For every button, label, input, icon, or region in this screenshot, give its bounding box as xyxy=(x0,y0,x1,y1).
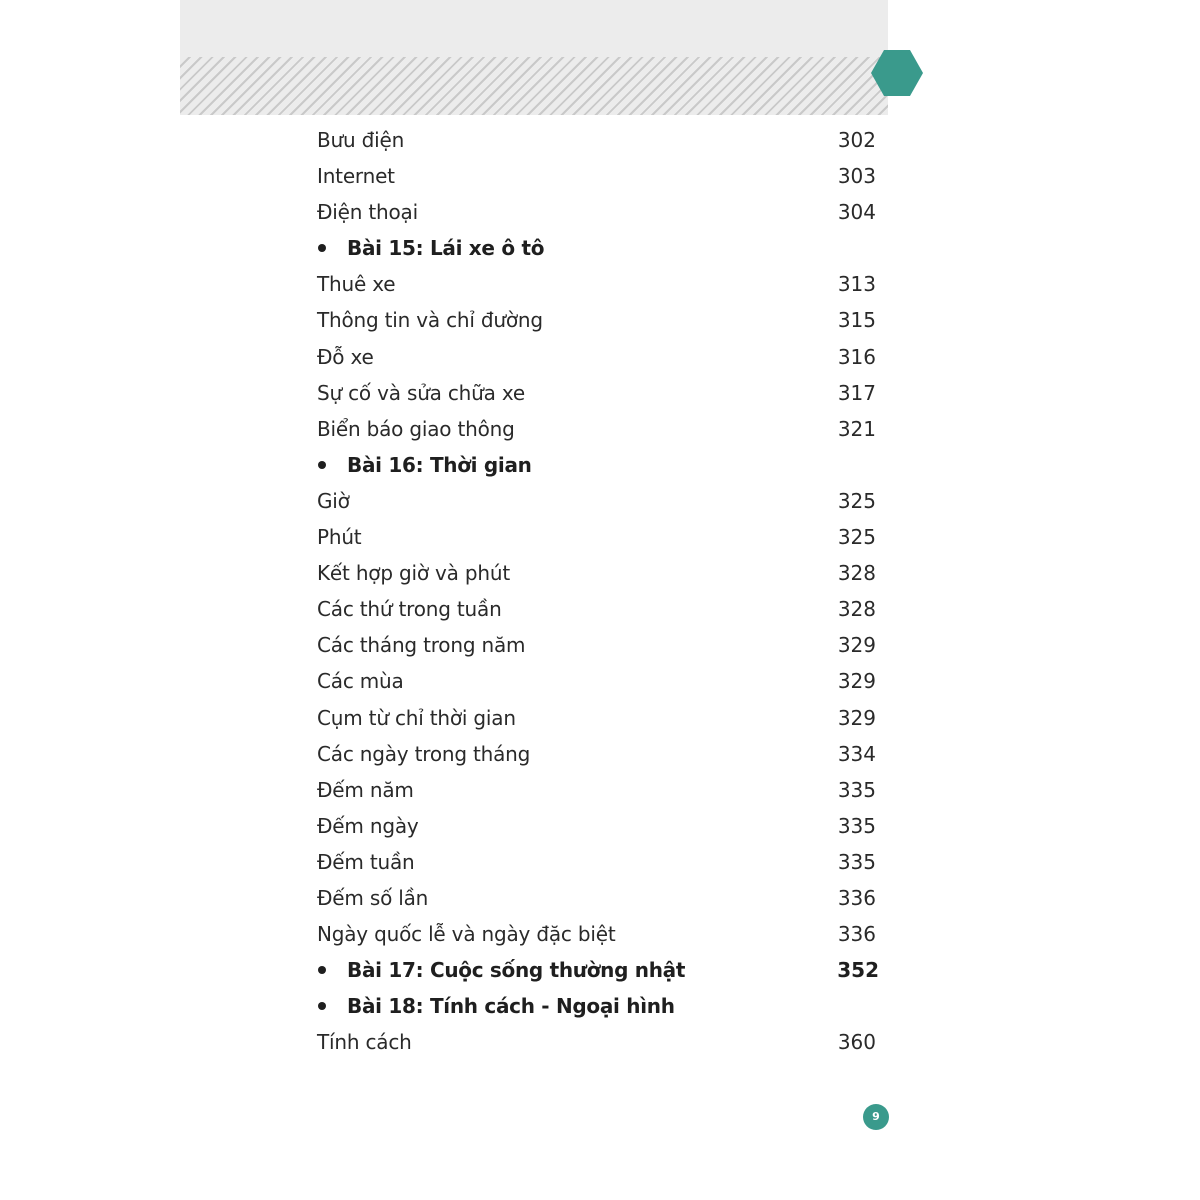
toc-page-number: 335 xyxy=(837,849,876,874)
toc-page-number: 316 xyxy=(837,344,876,369)
toc-label: Thông tin và chỉ đường xyxy=(317,308,543,333)
toc-label: Các ngày trong tháng xyxy=(317,741,531,766)
toc-entry[interactable] xyxy=(317,627,880,663)
toc-label: Các thứ trong tuần xyxy=(317,597,502,622)
toc-page-number: 325 xyxy=(837,525,876,550)
toc-section-heading[interactable] xyxy=(317,952,880,988)
toc-page-number: 328 xyxy=(837,597,876,622)
toc-entry[interactable] xyxy=(317,266,880,302)
toc-page-number: 329 xyxy=(837,705,876,730)
toc-page-number: 335 xyxy=(837,813,876,838)
toc-page-number: 328 xyxy=(837,561,876,586)
toc-section-heading[interactable] xyxy=(317,988,880,1024)
toc-entry[interactable] xyxy=(317,916,880,952)
page-header-band xyxy=(180,0,888,115)
header-hatched-strip xyxy=(180,57,888,115)
bullet-icon xyxy=(318,966,326,974)
toc-label: Thuê xe xyxy=(317,272,396,297)
toc-page-number: 352 xyxy=(837,958,879,983)
toc-entry[interactable] xyxy=(317,700,880,736)
toc-page-number: 336 xyxy=(837,922,876,947)
toc-label: Đếm ngày xyxy=(317,813,419,838)
bullet-icon xyxy=(318,1002,326,1010)
toc-label: Đỗ xe xyxy=(317,344,374,369)
toc-label: Bài 18: Tính cách - Ngoại hình xyxy=(347,994,675,1019)
toc-label: Đếm số lần xyxy=(317,885,429,910)
toc-label: Cụm từ chỉ thời gian xyxy=(317,705,516,730)
toc-page-number: 317 xyxy=(837,380,876,405)
toc-page-number: 335 xyxy=(837,777,876,802)
toc-label: Đếm tuần xyxy=(317,849,415,874)
toc-label: Đếm năm xyxy=(317,777,414,802)
page-number-badge: 9 xyxy=(863,1104,889,1130)
toc-entry[interactable] xyxy=(317,483,880,519)
toc-page-number: 313 xyxy=(837,272,876,297)
toc-label: Bài 15: Lái xe ô tô xyxy=(347,236,545,261)
toc-page-number: 303 xyxy=(837,164,876,189)
toc-entry[interactable] xyxy=(317,339,880,375)
toc-label: Bưu điện xyxy=(317,128,405,152)
toc-page-number: 315 xyxy=(837,308,876,333)
toc-label: Bài 17: Cuộc sống thường nhật xyxy=(347,958,686,983)
toc-entry[interactable] xyxy=(317,302,880,338)
toc-page-number: 302 xyxy=(837,128,876,152)
toc-label: Sự cố và sửa chữa xe xyxy=(317,380,525,405)
toc-entry[interactable] xyxy=(317,880,880,916)
toc-entry[interactable] xyxy=(317,663,880,699)
header-plain-strip xyxy=(180,0,888,57)
toc-entry[interactable] xyxy=(317,591,880,627)
bullet-icon xyxy=(318,461,326,469)
toc-label: Phút xyxy=(317,525,362,550)
table-of-contents xyxy=(317,122,880,1060)
toc-entry[interactable] xyxy=(317,808,880,844)
toc-page-number: 304 xyxy=(837,200,876,225)
toc-page-number: 336 xyxy=(837,885,876,910)
toc-page-number: 321 xyxy=(837,416,876,441)
bullet-icon xyxy=(318,244,326,252)
toc-entry[interactable] xyxy=(317,194,880,230)
toc-page-number: 334 xyxy=(837,741,876,766)
toc-label: Các tháng trong năm xyxy=(317,633,526,658)
toc-entry[interactable] xyxy=(317,736,880,772)
toc-section-heading[interactable] xyxy=(317,447,880,483)
toc-label: Biển báo giao thông xyxy=(317,416,515,441)
toc-page-number: 325 xyxy=(837,488,876,513)
toc-label: Giờ xyxy=(317,488,350,513)
toc-label: Kết hợp giờ và phút xyxy=(317,561,510,586)
toc-entry[interactable] xyxy=(317,375,880,411)
toc-entry[interactable] xyxy=(317,772,880,808)
toc-label: Ngày quốc lễ và ngày đặc biệt xyxy=(317,922,616,947)
hexagon-icon xyxy=(871,50,923,96)
toc-label: Các mùa xyxy=(317,669,404,694)
toc-entry[interactable] xyxy=(317,411,880,447)
toc-page-number: 329 xyxy=(837,633,876,658)
toc-entry[interactable] xyxy=(317,122,880,158)
toc-page-number: 360 xyxy=(837,1030,876,1055)
toc-label: Tính cách xyxy=(317,1030,412,1055)
toc-label: Bài 16: Thời gian xyxy=(347,452,532,477)
toc-entry[interactable] xyxy=(317,519,880,555)
toc-entry[interactable] xyxy=(317,555,880,591)
toc-entry[interactable] xyxy=(317,158,880,194)
toc-entry[interactable] xyxy=(317,844,880,880)
toc-page-number: 329 xyxy=(837,669,876,694)
toc-label: Internet xyxy=(317,164,395,189)
toc-entry[interactable] xyxy=(317,1024,880,1060)
toc-section-heading[interactable] xyxy=(317,230,880,266)
toc-label: Điện thoại xyxy=(317,200,418,225)
